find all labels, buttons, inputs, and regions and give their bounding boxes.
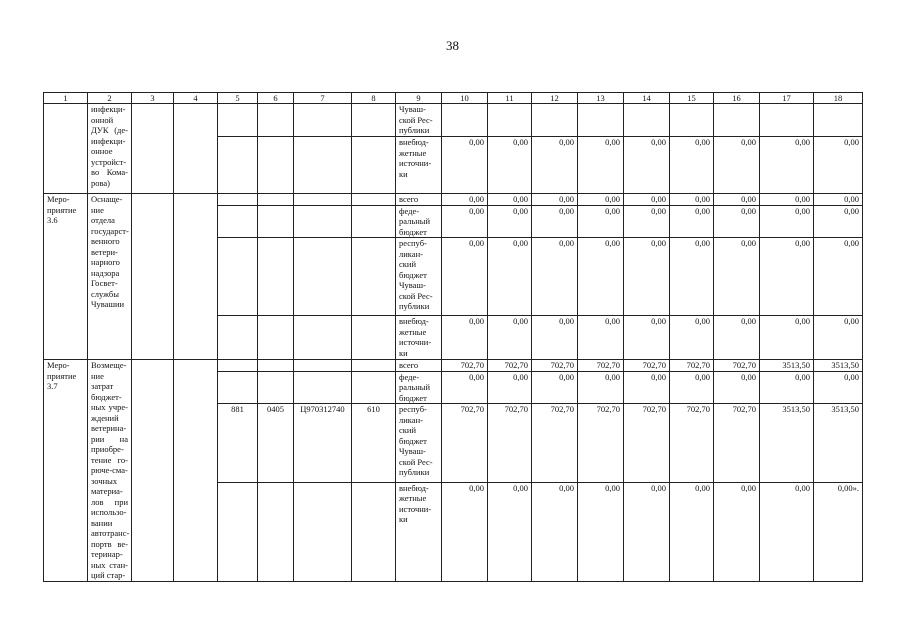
funding-source: респуб-ликан-ский бюджет Чуваш-ской Рес-публики [396, 238, 442, 316]
value-cell: 0,00 [670, 371, 714, 404]
value-cell: 0,00 [442, 194, 488, 206]
value-cell: 0,00 [624, 238, 670, 316]
col-header: 2 [88, 93, 132, 104]
col-header: 14 [624, 93, 670, 104]
value-cell: 0,00 [670, 238, 714, 316]
funding-source: внебюд-жетные источни-ки [396, 316, 442, 360]
value-cell: 0,00 [442, 482, 488, 581]
value-cell: 0,00 [532, 205, 578, 238]
value-cell: 0,00 [532, 482, 578, 581]
value-cell: 702,70 [624, 360, 670, 372]
col-header: 13 [578, 93, 624, 104]
funding-source: респуб-ликан-ский бюджет Чуваш-ской Рес-публики [396, 404, 442, 483]
value-cell: 0,00 [532, 238, 578, 316]
funding-source: всего [396, 360, 442, 372]
col-header: 5 [218, 93, 258, 104]
value-cell: 0,00 [624, 371, 670, 404]
value-cell: 0,00 [714, 238, 760, 316]
value-cell: 0,00 [760, 316, 814, 360]
col-header: 8 [352, 93, 396, 104]
value-cell: 3513,50 [760, 360, 814, 372]
value-cell: 0,00 [670, 194, 714, 206]
value-cell: 0,00 [760, 205, 814, 238]
page-number: 38 [446, 38, 459, 53]
col-header: 11 [488, 93, 532, 104]
value-cell: 0,00 [670, 205, 714, 238]
value-cell: 702,70 [714, 360, 760, 372]
value-cell: 3513,50 [814, 404, 863, 483]
funding-source: Чуваш-ской Рес-публики [396, 104, 442, 137]
target-article-code: Ц970312740 [294, 404, 352, 483]
value-cell: 0,00 [442, 316, 488, 360]
value-cell: 0,00 [488, 482, 532, 581]
value-cell: 0,00 [578, 194, 624, 206]
value-cell: 0,00 [760, 238, 814, 316]
funding-source: феде-ральный бюджет [396, 371, 442, 404]
measure-title: Возмеще-ние затрат бюджет-ных учре-ждений ветерина-рии на приобре-тение го-рюче-сма-зочных материа-лов при использо-вании автотранс-портв ве-теринар-ных стан-ций стар- [88, 360, 132, 582]
value-cell: 0,00 [578, 482, 624, 581]
value-cell: 702,70 [532, 404, 578, 483]
value-cell: 702,70 [488, 360, 532, 372]
col-header: 1 [44, 93, 88, 104]
ministry-code: 881 [218, 404, 258, 483]
value-cell: 702,70 [442, 360, 488, 372]
value-cell: 0,00 [488, 238, 532, 316]
funding-source: внебюд-жетные источни-ки [396, 137, 442, 194]
table-row [44, 194, 863, 206]
col-header: 17 [760, 93, 814, 104]
table-row [44, 360, 863, 372]
table-row [44, 104, 863, 137]
col-header: 12 [532, 93, 578, 104]
measure-number: Меро-приятие 3.7 [44, 360, 88, 582]
value-cell: 702,70 [714, 404, 760, 483]
value-cell: 0,00 [814, 137, 863, 194]
value-cell: 0,00 [714, 482, 760, 581]
value-cell: 0,00 [714, 205, 760, 238]
value-cell: 0,00 [814, 238, 863, 316]
value-cell: 0,00 [442, 205, 488, 238]
col-header: 3 [132, 93, 174, 104]
funding-source: феде-ральный бюджет [396, 205, 442, 238]
value-cell: 0,00 [578, 137, 624, 194]
col-header: 9 [396, 93, 442, 104]
value-cell: 0,00 [488, 316, 532, 360]
measure-number: Меро-приятие 3.6 [44, 194, 88, 360]
value-cell: 0,00 [714, 316, 760, 360]
value-cell: 702,70 [578, 404, 624, 483]
section-code: 0405 [258, 404, 294, 483]
expense-type-code: 610 [352, 404, 396, 483]
value-cell: 702,70 [488, 404, 532, 483]
value-cell: 0,00 [714, 194, 760, 206]
col-header: 10 [442, 93, 488, 104]
funding-source: внебюд-жетные источни-ки [396, 482, 442, 581]
value-cell: 0,00 [578, 316, 624, 360]
value-cell: 0,00 [760, 371, 814, 404]
col-header: 18 [814, 93, 863, 104]
value-cell: 0,00 [532, 137, 578, 194]
value-cell: 0,00 [670, 482, 714, 581]
value-cell: 0,00 [578, 238, 624, 316]
col-header: 6 [258, 93, 294, 104]
col-header: 7 [294, 93, 352, 104]
value-cell: 0,00 [532, 194, 578, 206]
value-cell: 0,00 [670, 137, 714, 194]
value-cell: 0,00 [578, 371, 624, 404]
value-cell: 0,00 [488, 371, 532, 404]
col-header: 16 [714, 93, 760, 104]
value-cell: 0,00 [760, 482, 814, 581]
value-cell: 0,00 [532, 316, 578, 360]
value-cell: 702,70 [670, 360, 714, 372]
measure-title: инфекци-онной ДУК (де-инфекци-онное устройст-во Кома-рова) [88, 104, 132, 194]
value-cell: 0,00 [714, 371, 760, 404]
value-cell: 0,00 [488, 194, 532, 206]
value-cell: 0,00 [442, 137, 488, 194]
value-cell: 0,00 [624, 194, 670, 206]
value-cell: 0,00 [578, 205, 624, 238]
value-cell: 0,00 [760, 194, 814, 206]
value-cell: 0,00 [814, 371, 863, 404]
value-cell: 0,00 [814, 194, 863, 206]
col-header: 4 [174, 93, 218, 104]
value-cell: 0,00 [488, 137, 532, 194]
value-cell: 0,00 [760, 137, 814, 194]
value-cell: 0,00 [624, 205, 670, 238]
measure-title: Оснаще-ние отдела государст-венного ветери-нарного надзора Госвет-службы Чувашии [88, 194, 132, 360]
funding-source: всего [396, 194, 442, 206]
value-cell: 0,00 [814, 205, 863, 238]
col-header: 15 [670, 93, 714, 104]
value-cell: 0,00 [814, 316, 863, 360]
column-number-row [44, 93, 863, 104]
value-cell: 3513,50 [814, 360, 863, 372]
value-cell: 702,70 [624, 404, 670, 483]
value-cell: 0,00 [714, 137, 760, 194]
value-cell: 0,00 [488, 205, 532, 238]
value-cell: 0,00 [624, 482, 670, 581]
value-cell: 3513,50 [760, 404, 814, 483]
value-cell: 0,00 [670, 316, 714, 360]
value-cell: 702,70 [578, 360, 624, 372]
value-cell: 0,00 [532, 371, 578, 404]
value-cell: 0,00». [814, 482, 863, 581]
budget-table [43, 92, 863, 582]
value-cell: 0,00 [624, 137, 670, 194]
value-cell: 0,00 [442, 371, 488, 404]
value-cell: 0,00 [624, 316, 670, 360]
value-cell: 702,70 [442, 404, 488, 483]
value-cell: 702,70 [532, 360, 578, 372]
value-cell: 702,70 [670, 404, 714, 483]
value-cell: 0,00 [442, 238, 488, 316]
